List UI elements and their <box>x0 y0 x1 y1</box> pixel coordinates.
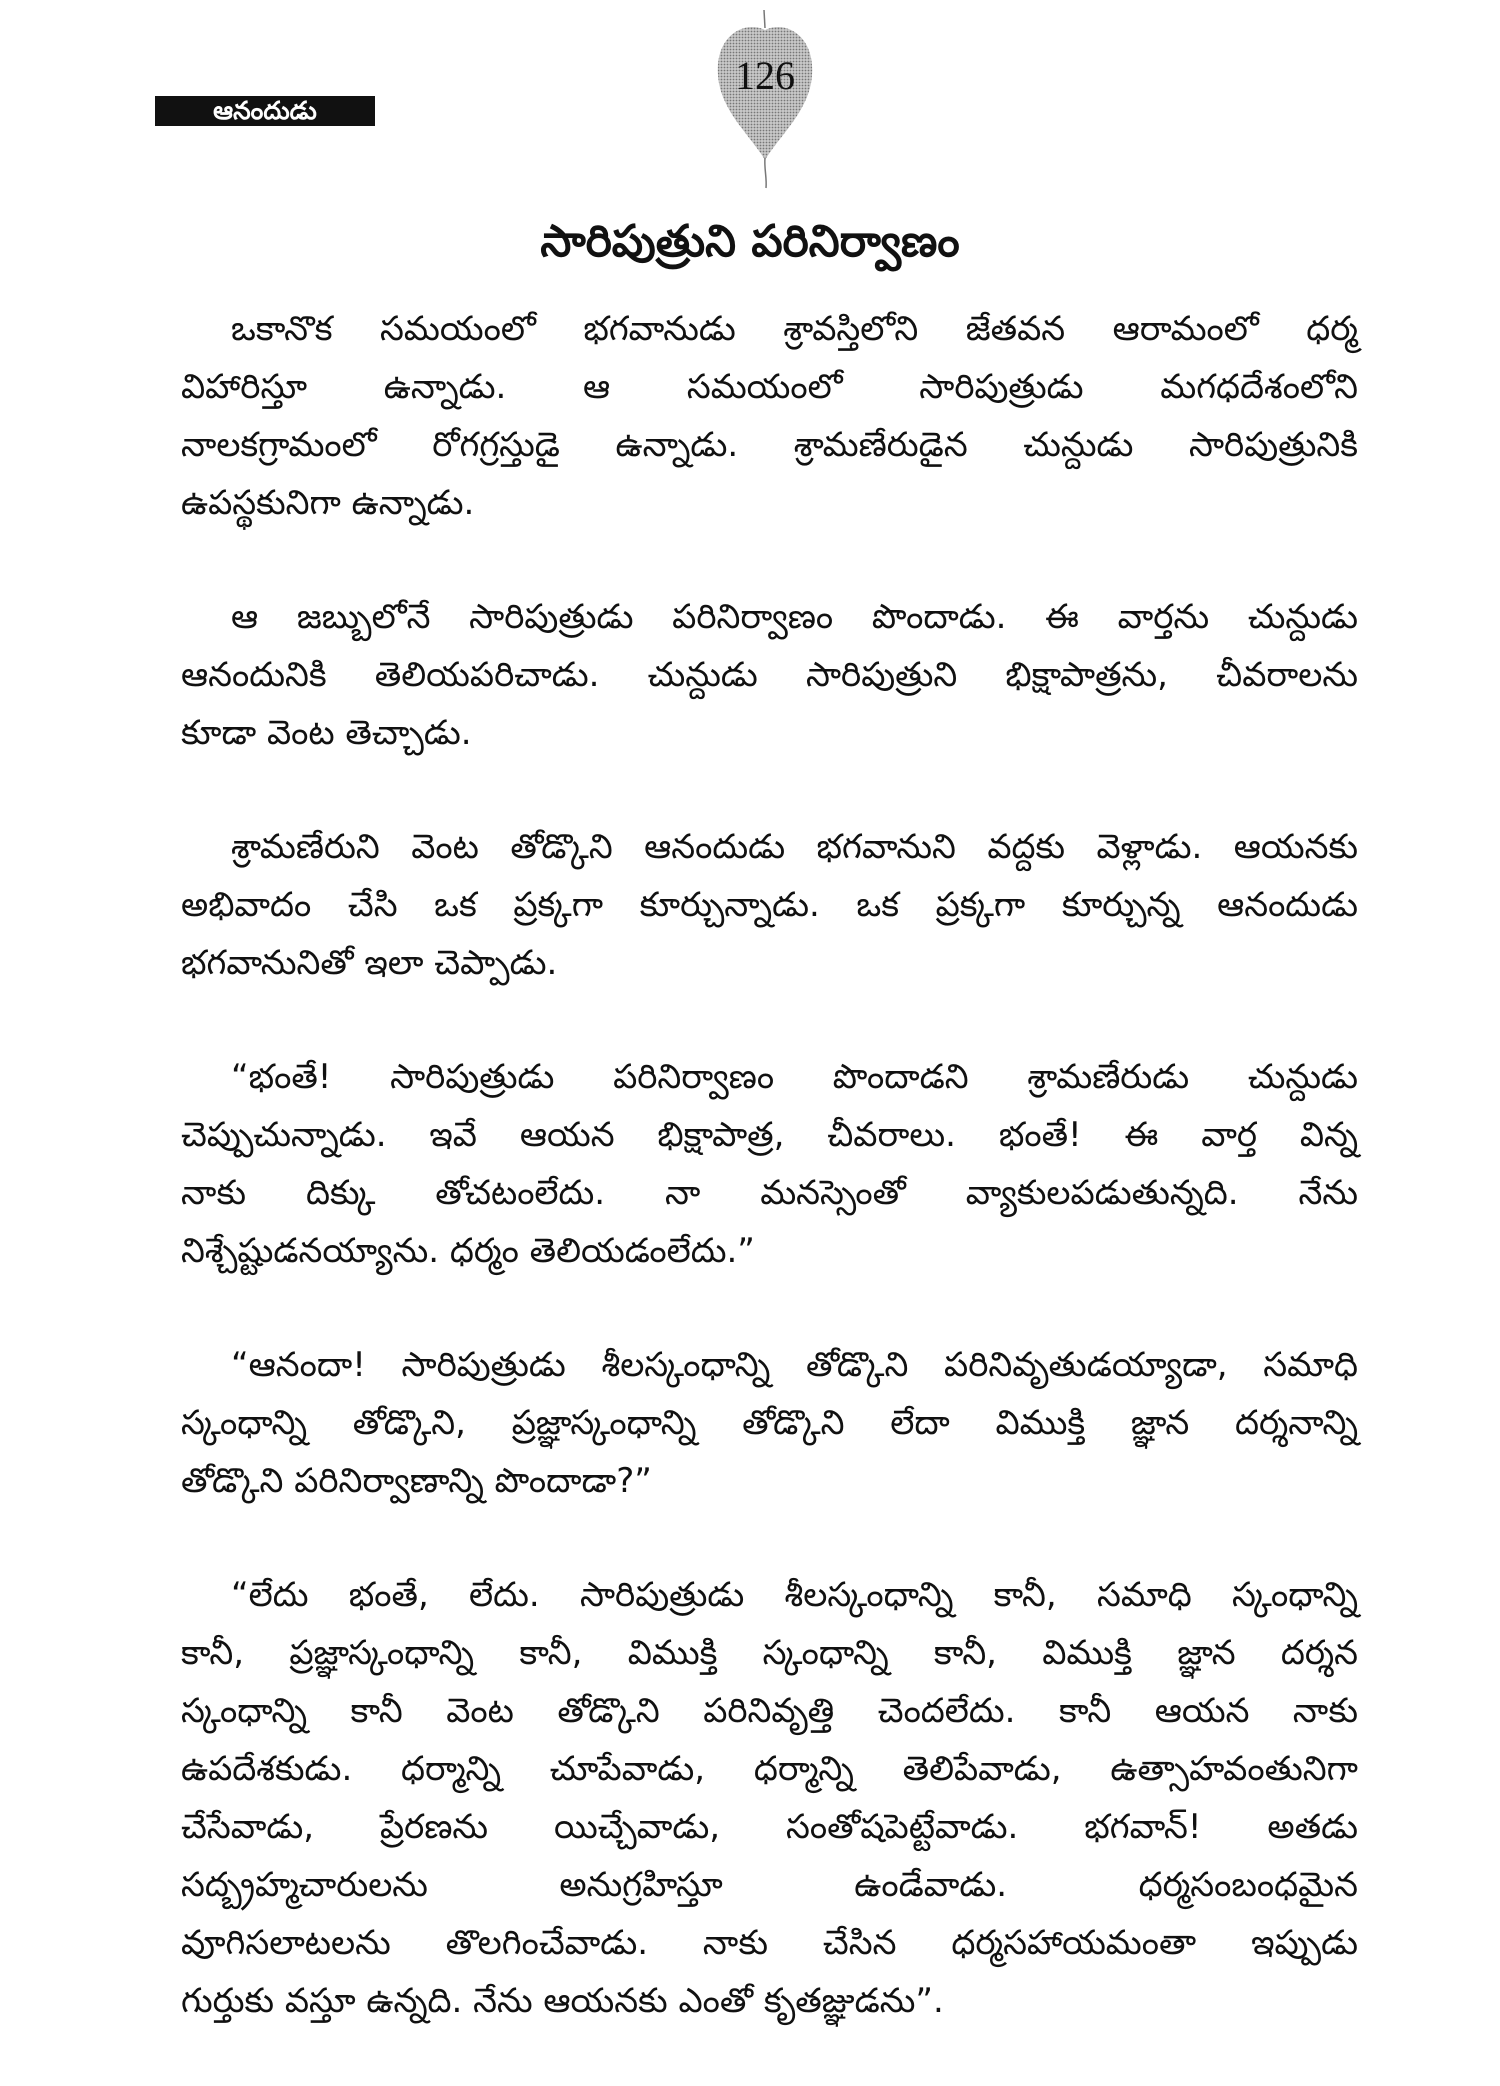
page-number: 126 <box>735 53 795 98</box>
text-line: ఉపదేశకుడు. ధర్మాన్ని చూపేవాడు, ధర్మాన్ని తెలిపేవాడు, ఉత్సాహవంతునిగా <box>181 1749 1358 1789</box>
body-text <box>181 300 1358 2086</box>
paragraph <box>181 300 1358 532</box>
text-line: “లేదు భంతే, లేదు. సారిపుత్రుడు శీలస్కంధాన్ని కానీ, సమాధి స్కంధాన్ని <box>231 1575 1358 1615</box>
text-line: ఆనందునికి తెలియపరిచాడు. చున్దుడు సారిపుత్రుని భిక్షాపాత్రను, చీవరాలను <box>181 655 1358 695</box>
text-line: భగవానునితో ఇలా చెప్పాడు. <box>181 943 558 983</box>
running-head: ఆనందుడు <box>155 96 375 126</box>
text-line: సద్బ్రహ్మచారులను అనుగ్రహిస్తూ ఉండేవాడు. ధర్మసంబంధమైన <box>181 1865 1358 1905</box>
paragraph <box>181 1048 1358 1280</box>
text-line: వూగిసలాటలను తొలగించేవాడు. నాకు చేసిన ధర్మసహాయమంతా ఇప్పుడు <box>181 1923 1358 1963</box>
chapter-title: సారిపుత్రుని పరినిర్వాణం <box>540 216 960 267</box>
paragraph <box>181 1566 1358 2030</box>
text-line: కూడా వెంట తెచ్చాడు. <box>181 713 472 753</box>
text-line: ఉపస్థకునిగా ఉన్నాడు. <box>181 483 475 523</box>
text-line: అభివాదం చేసి ఒక ప్రక్కగా కూర్చున్నాడు. ఒక ప్రక్కగా కూర్చున్న ఆనందుడు <box>181 885 1358 925</box>
text-line: నిశ్చేష్టుడనయ్యాను. ధర్మం తెలియడంలేదు.” <box>181 1231 755 1271</box>
paragraph <box>181 818 1358 992</box>
text-line: చెప్పుచున్నాడు. ఇవే ఆయన భిక్షాపాత్ర, చీవరాలు. భంతే! ఈ వార్త విన్న <box>181 1115 1358 1155</box>
text-line: కానీ, ప్రజ్ఞాస్కంధాన్ని కానీ, విముక్తి స్కంధాన్ని కానీ, విముక్తి జ్ఞాన దర్శన <box>181 1633 1358 1673</box>
paragraph <box>181 1336 1358 1510</box>
text-line: శ్రామణేరుని వెంట తోడ్కొని ఆనందుడు భగవానుని వద్దకు వెళ్లాడు. ఆయనకు <box>231 827 1358 867</box>
text-line: నాలకగ్రామంలో రోగగ్రస్తుడై ఉన్నాడు. శ్రామణేరుడైన చున్దుడు సారిపుత్రునికి <box>181 425 1358 465</box>
text-line: విహారిస్తూ ఉన్నాడు. ఆ సమయంలో సారిపుత్రుడు మగధదేశంలోని <box>181 367 1358 407</box>
text-line: నాకు దిక్కు తోచటంలేదు. నా మనస్సెంతో వ్యాకులపడుతున్నది. నేను <box>181 1173 1358 1213</box>
text-line: తోడ్కొని పరినిర్వాణాన్ని పొందాడా?” <box>181 1461 652 1501</box>
paragraph <box>181 588 1358 762</box>
text-line: “ఆనందా! సారిపుత్రుడు శీలస్కంధాన్ని తోడ్కొని పరినివృతుడయ్యాడా, సమాధి <box>231 1345 1358 1385</box>
text-line: గుర్తుకు వస్తూ ఉన్నది. నేను ఆయనకు ఎంతో కృతజ్ఞుడను”. <box>181 1981 944 2021</box>
text-line: స్కంధాన్ని తోడ్కొని, ప్రజ్ఞాస్కంధాన్ని తోడ్కొని లేదా విముక్తి జ్ఞాన దర్శనాన్ని <box>181 1403 1358 1443</box>
text-line: ఒకానొక సమయంలో భగవానుడు శ్రావస్తిలోని జేతవన ఆరామంలో ధర్మ <box>231 309 1358 349</box>
text-line: ఆ జబ్బులోనే సారిపుత్రుడు పరినిర్వాణం పొందాడు. ఈ వార్తను చున్దుడు <box>231 597 1358 637</box>
text-line: స్కంధాన్ని కానీ వెంట తోడ్కొని పరినివృత్తి చెందలేదు. కానీ ఆయన నాకు <box>181 1691 1358 1731</box>
text-line: చేసేవాడు, ప్రేరణను యిచ్చేవాడు, సంతోషపెట్టేవాడు. భగవాన్! అతడు <box>181 1807 1358 1847</box>
text-line: “భంతే! సారిపుత్రుడు పరినిర్వాణం పొందాడని శ్రామణేరుడు చున్దుడు <box>231 1057 1358 1097</box>
